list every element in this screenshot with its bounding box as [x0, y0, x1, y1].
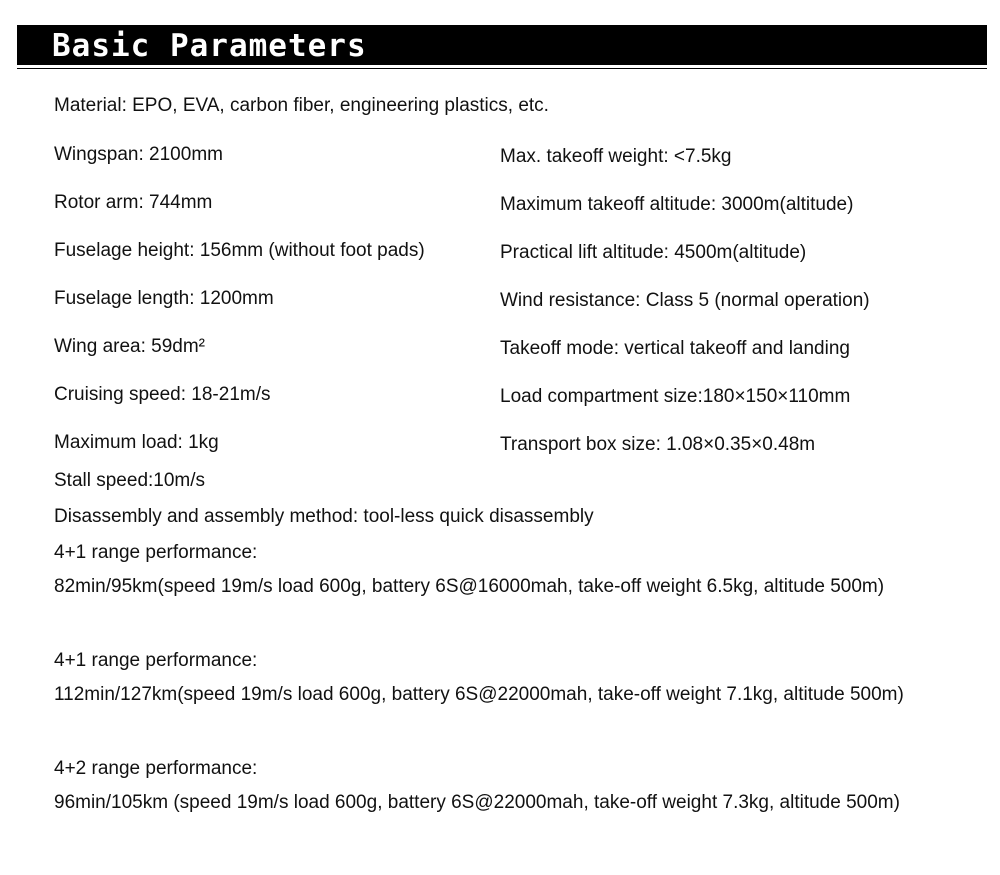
- header-divider: [17, 68, 987, 69]
- performance-heading-3: 4+2 range performance:: [54, 758, 258, 779]
- spec-transport-box: Transport box size: 1.08×0.35×0.48m: [500, 434, 816, 455]
- spec-maximum-load: Maximum load: 1kg: [54, 432, 219, 453]
- spec-stall-speed: Stall speed:10m/s: [54, 470, 206, 491]
- performance-detail-1: 82min/95km(speed 19m/s load 600g, battery 6S@16000mah, take-off weight 6.5kg, altitude 500m): [54, 576, 885, 597]
- spec-max-takeoff-altitude: Maximum takeoff altitude: 3000m(altitude): [500, 194, 854, 215]
- spec-max-takeoff-weight: Max. takeoff weight: <7.5kg: [500, 146, 732, 167]
- spec-fuselage-height: Fuselage height: 156mm (without foot pads): [54, 240, 425, 261]
- spec-wingspan: Wingspan: 2100mm: [54, 144, 223, 165]
- performance-heading-2: 4+1 range performance:: [54, 650, 258, 671]
- performance-detail-2: 112min/127km(speed 19m/s load 600g, battery 6S@22000mah, take-off weight 7.1kg, altitude 500m): [54, 684, 904, 705]
- spec-cruising-speed: Cruising speed: 18-21m/s: [54, 384, 271, 405]
- page-title: Basic Parameters: [52, 28, 367, 64]
- spec-disassembly: Disassembly and assembly method: tool-less quick disassembly: [54, 506, 594, 527]
- spec-wing-area: Wing area: 59dm²: [54, 336, 206, 357]
- spec-wind-resistance: Wind resistance: Class 5 (normal operation): [500, 290, 870, 311]
- spec-takeoff-mode: Takeoff mode: vertical takeoff and landing: [500, 338, 850, 359]
- spec-practical-lift-altitude: Practical lift altitude: 4500m(altitude): [500, 242, 807, 263]
- performance-detail-3: 96min/105km (speed 19m/s load 600g, battery 6S@22000mah, take-off weight 7.3kg, altitude 500m): [54, 792, 900, 813]
- material-spec: Material: EPO, EVA, carbon fiber, engineering plastics, etc.: [54, 95, 549, 116]
- spec-load-compartment: Load compartment size:180×150×110mm: [500, 386, 851, 407]
- spec-fuselage-length: Fuselage length: 1200mm: [54, 288, 274, 309]
- performance-heading-1: 4+1 range performance:: [54, 542, 258, 563]
- spec-rotor-arm: Rotor arm: 744mm: [54, 192, 213, 213]
